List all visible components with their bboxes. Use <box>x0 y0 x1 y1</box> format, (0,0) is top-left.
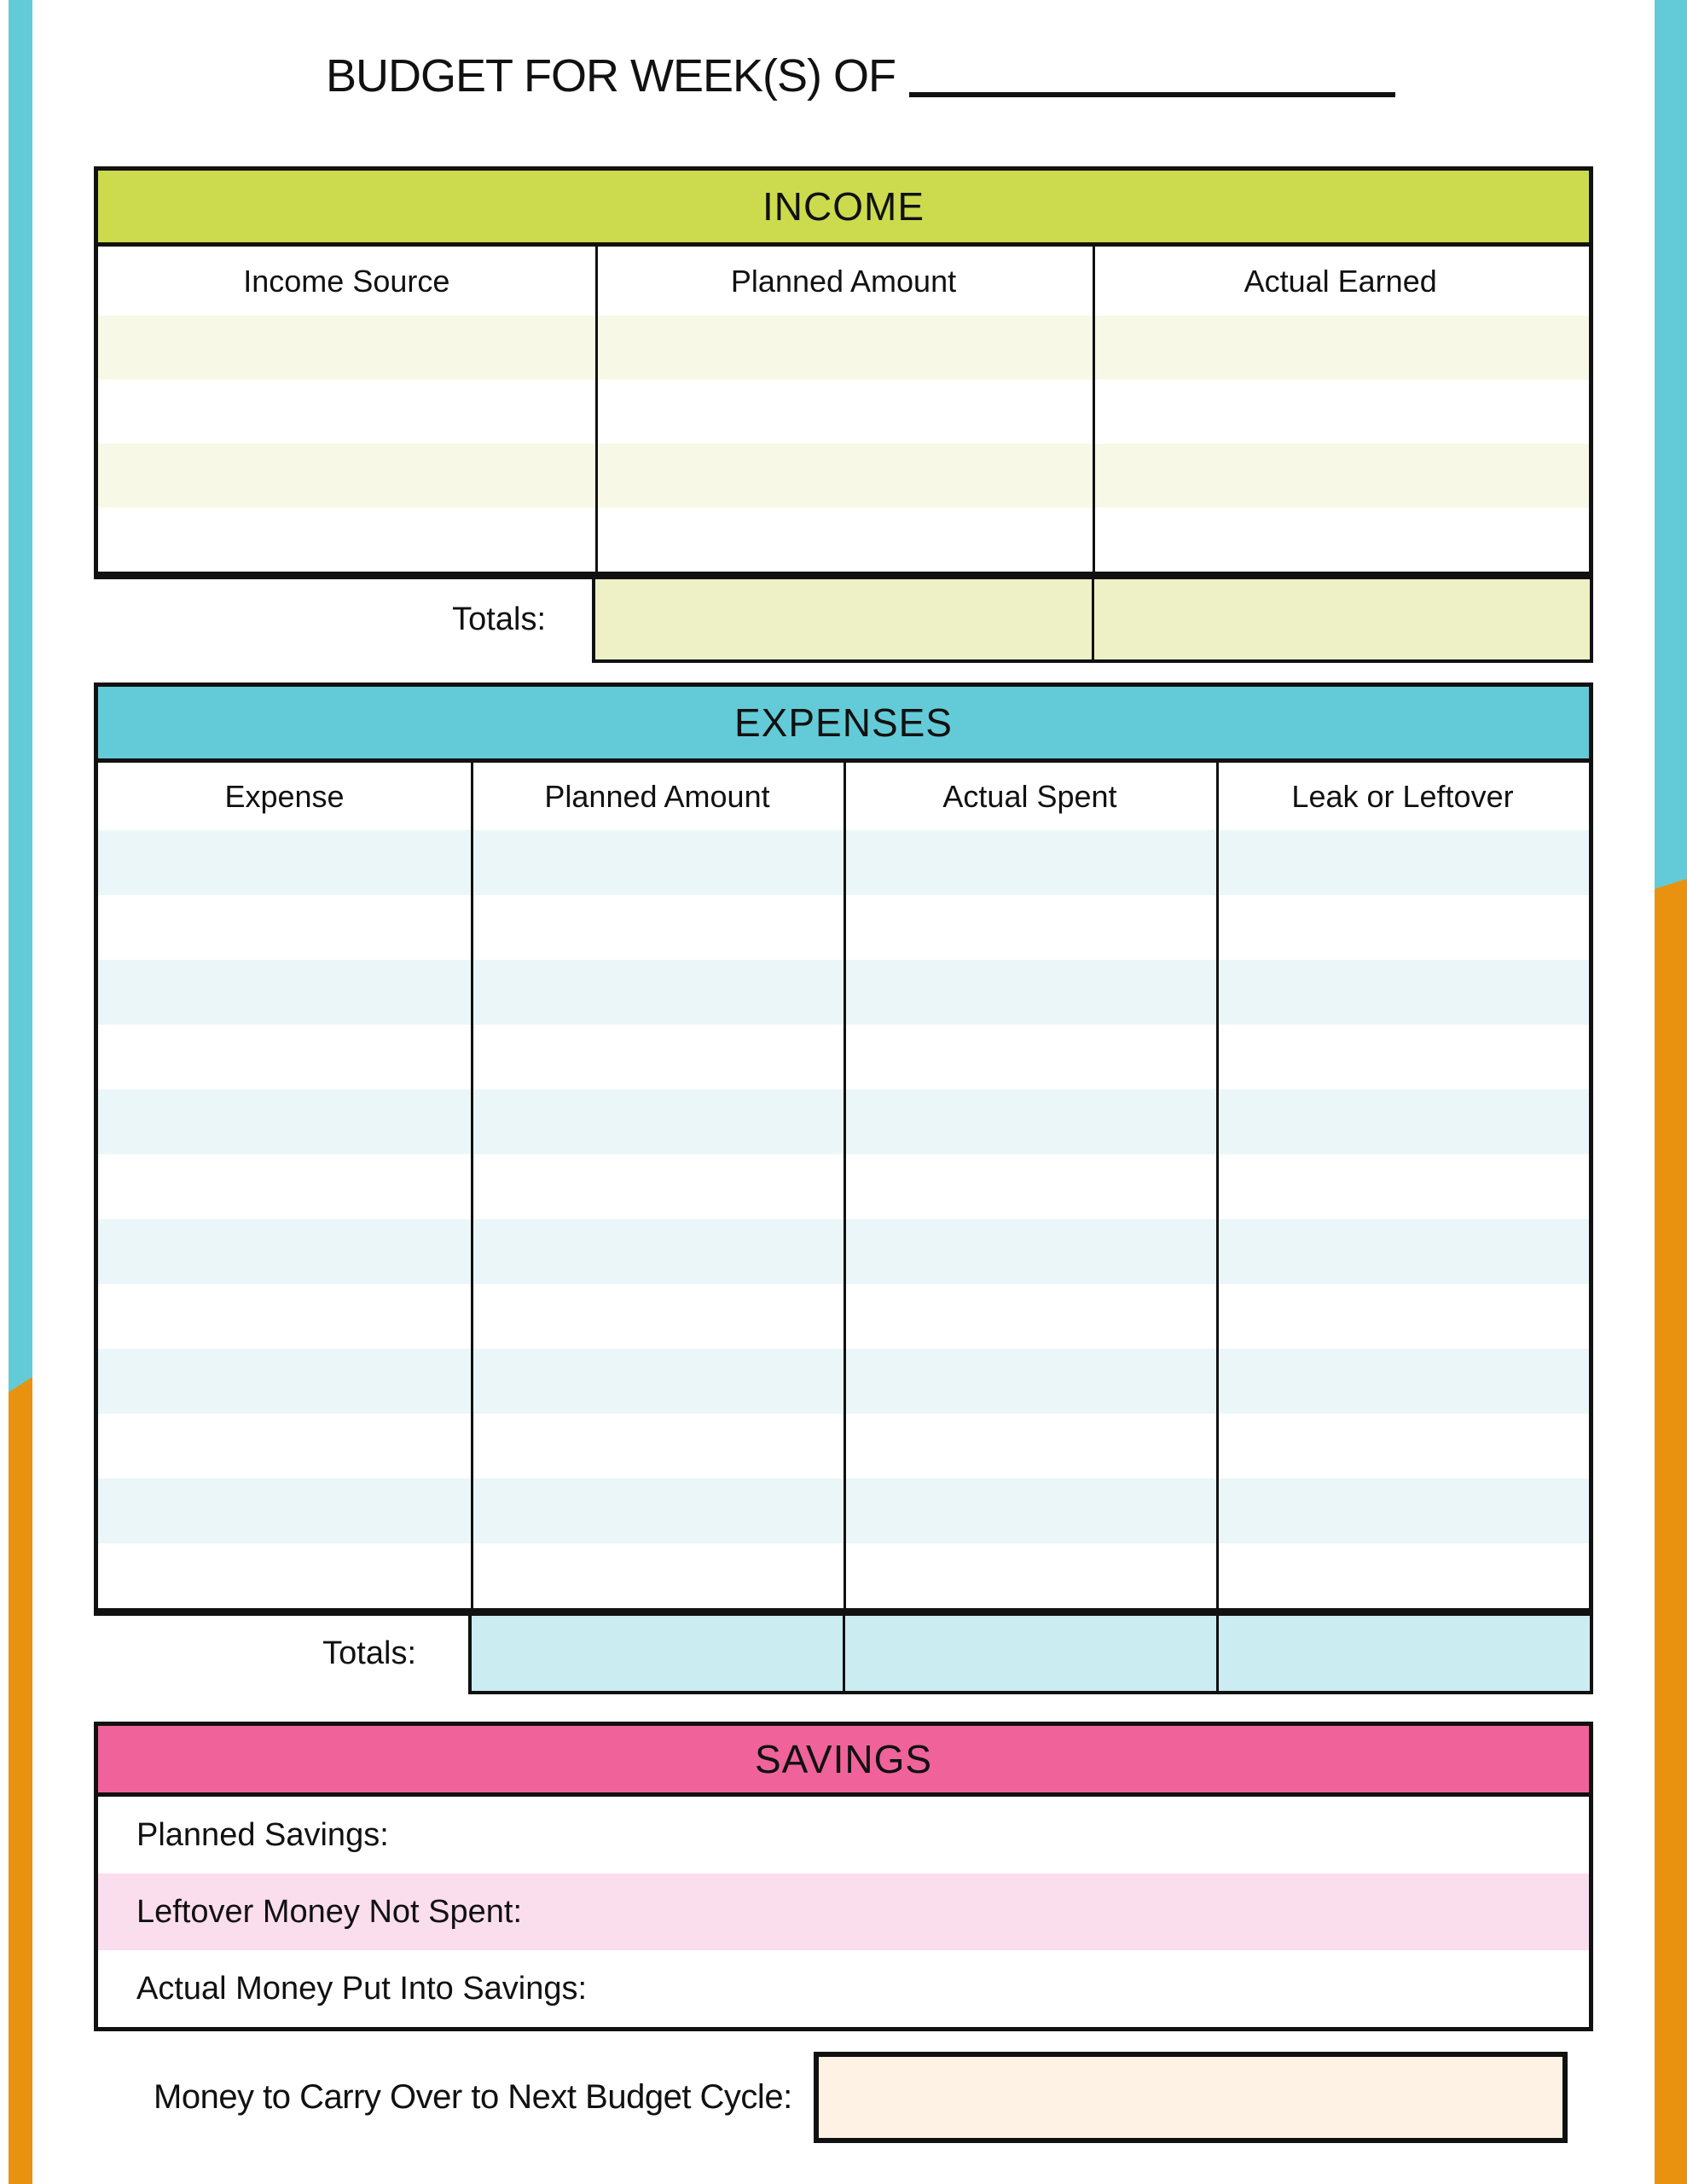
income-column-divider <box>595 247 598 572</box>
income-totals-actual-cell[interactable] <box>1092 579 1591 659</box>
income-totals-row <box>592 579 1593 663</box>
right-accent-bar <box>1655 0 1687 2184</box>
expenses-column-divider <box>471 763 473 1608</box>
right-accent-teal-segment <box>1655 0 1687 889</box>
page-header <box>326 50 1395 102</box>
expenses-col-planned: Planned Amount <box>544 778 770 814</box>
expenses-totals-label: Totals: <box>322 1635 416 1671</box>
expenses-column-divider <box>1216 763 1219 1608</box>
income-section-header: INCOME <box>98 171 1589 247</box>
savings-row-planned[interactable] <box>98 1797 1589 1873</box>
income-data-row[interactable] <box>98 444 1589 508</box>
expenses-col-spent: Actual Spent <box>942 778 1117 814</box>
savings-leftover-label: Leftover Money Not Spent: <box>136 1893 523 1930</box>
week-of-blank-line[interactable] <box>909 92 1395 97</box>
expenses-totals-leak-cell[interactable] <box>1216 1616 1590 1691</box>
expenses-col-expense: Expense <box>224 778 345 814</box>
income-table <box>94 166 1593 579</box>
left-accent-teal-segment <box>9 0 32 1392</box>
income-col-actual: Actual Earned <box>1244 263 1437 299</box>
expenses-col-leak: Leak or Leftover <box>1291 778 1514 814</box>
savings-section-header: SAVINGS <box>98 1726 1589 1797</box>
savings-row-leftover[interactable] <box>98 1873 1589 1950</box>
expenses-totals-planned-cell[interactable] <box>472 1616 843 1691</box>
left-accent-bar <box>9 0 32 2184</box>
income-column-divider <box>1093 247 1095 572</box>
carryover-section <box>154 2052 1568 2143</box>
carryover-input-box[interactable] <box>814 2052 1568 2143</box>
savings-planned-label: Planned Savings: <box>136 1816 389 1853</box>
expenses-column-divider <box>844 763 846 1608</box>
income-totals-label: Totals: <box>452 601 546 637</box>
income-rows <box>98 316 1589 572</box>
carryover-label: Money to Carry Over to Next Budget Cycle: <box>154 2078 792 2116</box>
expenses-totals-row <box>468 1616 1593 1694</box>
income-data-row[interactable] <box>98 316 1589 380</box>
income-col-source: Income Source <box>243 263 450 299</box>
page-title: BUDGET FOR WEEK(S) OF <box>326 50 896 102</box>
income-column-header-row <box>98 247 1589 316</box>
savings-row-actual[interactable] <box>98 1950 1589 2027</box>
expenses-table <box>94 682 1593 1616</box>
savings-section <box>94 1722 1593 2031</box>
income-data-row[interactable] <box>98 380 1589 444</box>
expenses-section-header: EXPENSES <box>98 687 1589 763</box>
income-totals-planned-cell[interactable] <box>595 579 1092 659</box>
income-data-row[interactable] <box>98 508 1589 572</box>
income-col-planned: Planned Amount <box>730 263 957 299</box>
expenses-totals-spent-cell[interactable] <box>843 1616 1216 1691</box>
savings-actual-label: Actual Money Put Into Savings: <box>136 1970 588 2007</box>
